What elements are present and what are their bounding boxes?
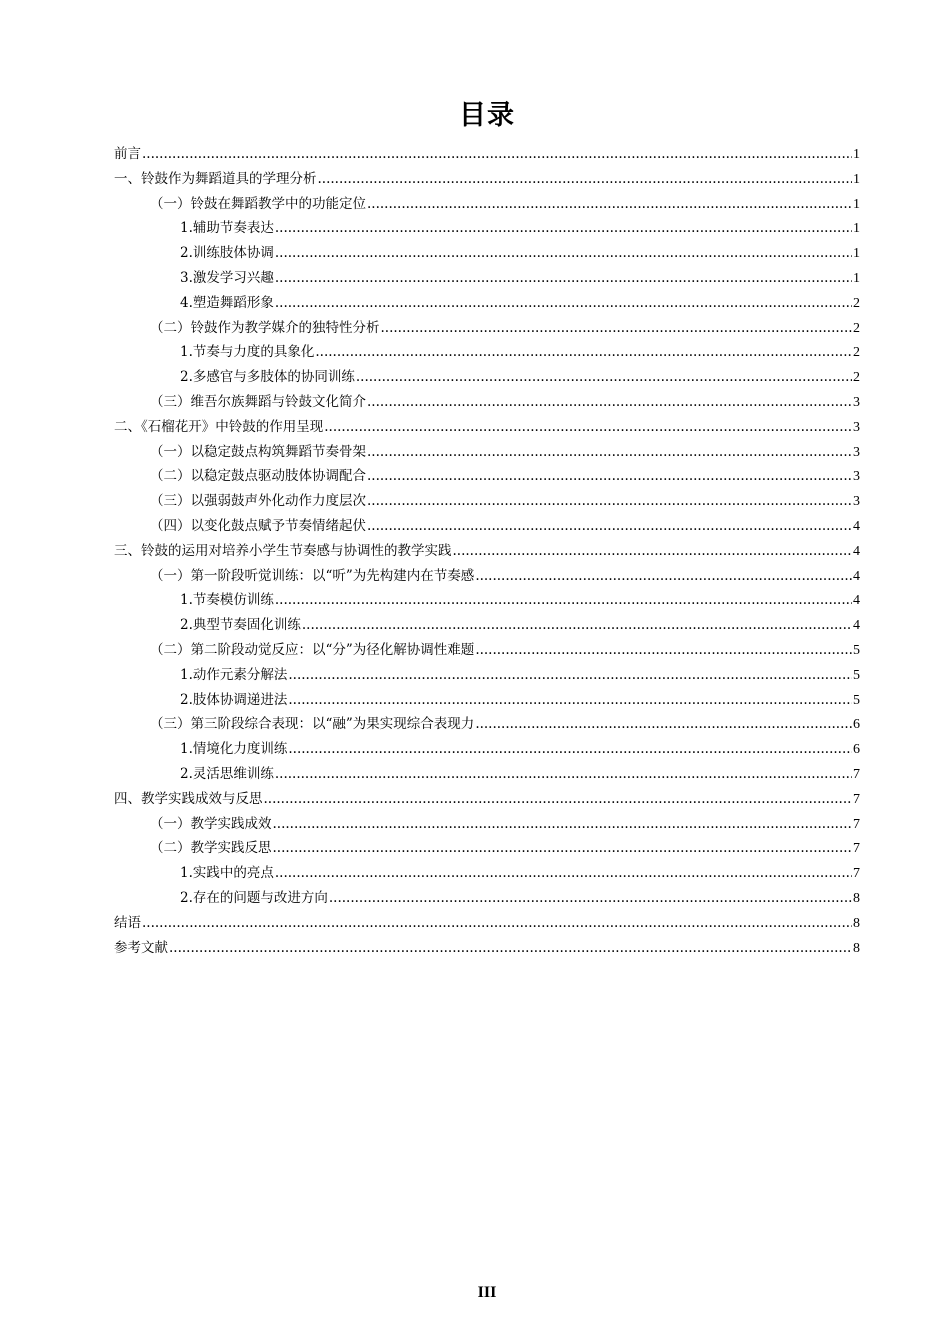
toc-entry-page: 8: [853, 890, 860, 906]
toc-entry-page: 2: [853, 320, 860, 336]
page-number: III: [477, 1284, 497, 1301]
toc-entry-page: 4: [853, 518, 860, 534]
toc-entry-title: 2.存在的问题与改进方向: [180, 889, 328, 906]
toc-entry[interactable]: [114, 688, 860, 713]
toc-entry-title: 2.典型节奏固化训练: [180, 617, 301, 634]
toc-leader: [275, 291, 852, 316]
toc-entry-title: （二）第二阶段动觉反应：以“分”为径化解协调性难题: [150, 641, 475, 658]
toc-entry-page: 4: [853, 618, 860, 634]
toc-leader: [264, 787, 853, 812]
toc-entry-page: 3: [853, 494, 860, 510]
toc-leader: [142, 911, 852, 936]
toc-entry-page: 7: [853, 816, 860, 832]
toc-entry[interactable]: [114, 365, 860, 390]
toc-entry-title: （二）以稳定鼓点驱动肢体协调配合: [150, 468, 366, 485]
toc-leader: [475, 638, 852, 663]
toc-entry[interactable]: [114, 638, 860, 663]
toc-entry-title: 1.情境化力度训练: [180, 741, 288, 758]
toc-entry-page: 2: [853, 370, 860, 386]
toc-entry-title: 3.激发学习兴趣: [180, 269, 274, 286]
toc-entry[interactable]: [114, 663, 860, 688]
toc-entry-title: 2.多感官与多肢体的协同训练: [180, 369, 355, 386]
toc-entry[interactable]: [114, 836, 860, 861]
toc-entry-page: 4: [853, 543, 860, 559]
toc-leader: [453, 539, 853, 564]
toc-entry-page: 1: [853, 270, 860, 286]
toc-entry-title: （一）铃鼓在舞蹈教学中的功能定位: [150, 195, 366, 212]
toc-leader: [288, 663, 852, 688]
toc-entry-page: 3: [853, 444, 860, 460]
toc-entry-page: 7: [853, 766, 860, 782]
toc-entry[interactable]: [114, 266, 860, 291]
toc-entry-title: 4.塑造舞蹈形象: [180, 294, 274, 311]
toc-entry-page: 2: [853, 295, 860, 311]
toc-leader: [273, 812, 853, 837]
toc-leader: [381, 316, 853, 341]
toc-entry[interactable]: [114, 167, 860, 192]
toc-entry-title: 前言: [114, 146, 141, 162]
toc-leader: [367, 390, 852, 415]
toc-leader: [142, 142, 852, 167]
toc-leader: [275, 588, 852, 613]
toc-leader: [367, 192, 852, 217]
toc-leader: [275, 861, 852, 886]
toc-entry-title: （一）以稳定鼓点构筑舞蹈节奏骨架: [150, 443, 366, 460]
toc-entry-title: 三、铃鼓的运用对培养小学生节奏感与协调性的教学实践: [114, 542, 452, 559]
toc-entry-page: 8: [853, 940, 860, 956]
toc-entry-page: 7: [853, 866, 860, 882]
toc-entry[interactable]: [114, 787, 860, 812]
toc-entry-title: 2.灵活思维训练: [180, 765, 274, 782]
toc-entry-page: 8: [853, 915, 860, 931]
toc-leader: [275, 762, 852, 787]
toc-entry-title: （二）铃鼓作为教学媒介的独特性分析: [150, 319, 380, 336]
toc-entry-title: （四）以变化鼓点赋予节奏情绪起伏: [150, 517, 366, 534]
toc-entry-title: 1.节奏与力度的具象化: [180, 344, 315, 361]
toc-entry-title: 1.动作元素分解法: [180, 666, 288, 683]
toc-entry[interactable]: [114, 861, 860, 886]
toc-entry-page: 7: [853, 791, 860, 807]
toc-entry[interactable]: [114, 588, 860, 613]
toc-entry[interactable]: [114, 464, 860, 489]
toc-entry[interactable]: [114, 564, 860, 589]
toc-entry-page: 4: [853, 593, 860, 609]
toc-entry[interactable]: [114, 216, 860, 241]
toc-entry-title: 参考文献: [114, 939, 168, 956]
toc-entry-title: （三）维吾尔族舞蹈与铃鼓文化简介: [150, 393, 366, 410]
toc-entry-page: 1: [853, 196, 860, 212]
toc-leader: [275, 216, 852, 241]
toc-entry[interactable]: [114, 613, 860, 638]
toc-leader: [367, 514, 852, 539]
toc-entry-title: 二、《石榴花开》中铃鼓的作用呈现: [114, 418, 324, 435]
toc-entry-page: 3: [853, 419, 860, 435]
toc-entry[interactable]: [114, 440, 860, 465]
toc-entry-page: 3: [853, 394, 860, 410]
toc-leader: [367, 440, 852, 465]
toc-entry[interactable]: [114, 886, 860, 911]
table-of-contents: [114, 142, 860, 960]
toc-leader: [329, 886, 852, 911]
toc-entry[interactable]: [114, 192, 860, 217]
toc-entry-title: （一）第一阶段听觉训练：以“听”为先构建内在节奏感: [150, 567, 475, 584]
toc-entry-title: 结语: [114, 914, 141, 931]
toc-entry-page: 2: [853, 345, 860, 361]
toc-leader: [367, 489, 852, 514]
toc-entry-title: 一、铃鼓作为舞蹈道具的学理分析: [114, 170, 317, 187]
toc-leader: [169, 936, 852, 961]
toc-entry[interactable]: [114, 762, 860, 787]
toc-entry-page: 3: [853, 469, 860, 485]
toc-entry-title: 2.训练肢体协调: [180, 245, 274, 262]
toc-entry-page: 6: [853, 742, 860, 758]
toc-entry-title: （三）第三阶段综合表现：以“融”为果实现综合表现力: [150, 716, 475, 733]
toc-leader: [318, 167, 853, 192]
toc-entry[interactable]: [114, 415, 860, 440]
toc-leader: [475, 564, 852, 589]
toc-entry[interactable]: [114, 911, 860, 936]
toc-entry-page: 1: [853, 246, 860, 262]
toc-entry-page: 1: [853, 171, 860, 187]
toc-entry-title: 四、教学实践成效与反思: [114, 790, 263, 807]
toc-entry[interactable]: [114, 291, 860, 316]
toc-entry-title: （三）以强弱鼓声外化动作力度层次: [150, 493, 366, 510]
toc-leader: [475, 712, 852, 737]
toc-entry[interactable]: [114, 936, 860, 961]
toc-leader: [315, 340, 852, 365]
toc-leader: [275, 241, 852, 266]
toc-leader: [275, 266, 852, 291]
toc-entry[interactable]: [114, 737, 860, 762]
toc-entry-title: 1.节奏模仿训练: [180, 592, 274, 609]
toc-leader: [288, 688, 852, 713]
toc-entry-page: 5: [853, 642, 860, 658]
toc-entry-page: 5: [853, 692, 860, 708]
toc-entry-title: （一）教学实践成效: [150, 815, 272, 832]
toc-entry[interactable]: [114, 539, 860, 564]
toc-leader: [324, 415, 852, 440]
toc-leader: [367, 464, 852, 489]
page-title: 目录: [459, 100, 515, 131]
toc-leader: [356, 365, 852, 390]
toc-entry[interactable]: [114, 142, 860, 167]
toc-entry-title: 2.肢体协调递进法: [180, 691, 288, 708]
toc-entry-title: 1.辅助节奏表达: [180, 220, 274, 237]
toc-entry-page: 7: [853, 841, 860, 857]
toc-leader: [273, 836, 853, 861]
toc-entry-page: 1: [853, 147, 860, 162]
toc-entry[interactable]: [114, 241, 860, 266]
toc-entry-page: 4: [853, 568, 860, 584]
toc-leader: [288, 737, 852, 762]
toc-entry[interactable]: [114, 712, 860, 737]
toc-entry-page: 1: [853, 221, 860, 237]
toc-entry[interactable]: [114, 812, 860, 837]
toc-leader: [302, 613, 852, 638]
toc-entry-page: 5: [853, 667, 860, 683]
toc-entry[interactable]: [114, 340, 860, 365]
toc-entry[interactable]: [114, 489, 860, 514]
toc-entry[interactable]: [114, 316, 860, 341]
toc-entry-page: 6: [853, 717, 860, 733]
toc-entry[interactable]: [114, 514, 860, 539]
toc-entry-title: 1.实践中的亮点: [180, 865, 274, 882]
toc-entry-title: （二）教学实践反思: [150, 840, 272, 857]
toc-entry[interactable]: [114, 390, 860, 415]
